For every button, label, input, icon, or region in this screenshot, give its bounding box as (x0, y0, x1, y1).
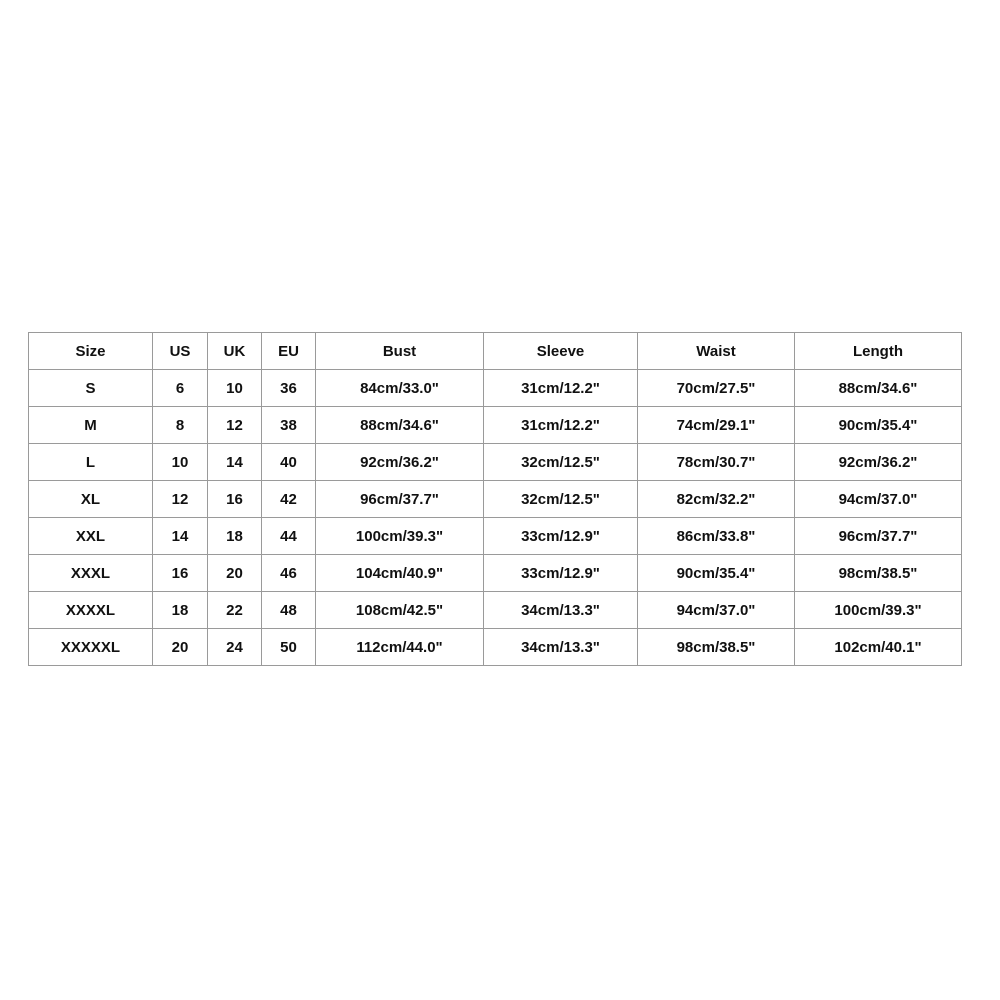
cell-length: 100cm/39.3" (795, 592, 962, 629)
header-size: Size (29, 333, 153, 370)
cell-bust: 84cm/33.0" (316, 370, 484, 407)
table-row (29, 481, 962, 518)
cell-uk: 10 (208, 370, 262, 407)
cell-bust: 100cm/39.3" (316, 518, 484, 555)
header-waist: Waist (638, 333, 795, 370)
cell-waist: 94cm/37.0" (638, 592, 795, 629)
cell-length: 88cm/34.6" (795, 370, 962, 407)
table-row (29, 407, 962, 444)
cell-us: 8 (153, 407, 208, 444)
cell-bust: 104cm/40.9" (316, 555, 484, 592)
cell-us: 14 (153, 518, 208, 555)
cell-length: 94cm/37.0" (795, 481, 962, 518)
cell-size: XXXL (29, 555, 153, 592)
cell-sleeve: 32cm/12.5" (484, 444, 638, 481)
table-body (29, 370, 962, 666)
cell-eu: 48 (262, 592, 316, 629)
cell-uk: 20 (208, 555, 262, 592)
cell-sleeve: 33cm/12.9" (484, 555, 638, 592)
header-eu: EU (262, 333, 316, 370)
size-chart-table (28, 332, 962, 666)
cell-waist: 90cm/35.4" (638, 555, 795, 592)
cell-size: S (29, 370, 153, 407)
table-row (29, 629, 962, 666)
header-us: US (153, 333, 208, 370)
cell-length: 90cm/35.4" (795, 407, 962, 444)
cell-sleeve: 33cm/12.9" (484, 518, 638, 555)
cell-sleeve: 34cm/13.3" (484, 629, 638, 666)
cell-waist: 70cm/27.5" (638, 370, 795, 407)
cell-us: 10 (153, 444, 208, 481)
table-row (29, 370, 962, 407)
cell-length: 96cm/37.7" (795, 518, 962, 555)
header-uk: UK (208, 333, 262, 370)
cell-sleeve: 31cm/12.2" (484, 407, 638, 444)
cell-sleeve: 34cm/13.3" (484, 592, 638, 629)
cell-eu: 46 (262, 555, 316, 592)
cell-size: M (29, 407, 153, 444)
cell-us: 16 (153, 555, 208, 592)
cell-uk: 18 (208, 518, 262, 555)
table-row (29, 444, 962, 481)
cell-eu: 36 (262, 370, 316, 407)
cell-eu: 44 (262, 518, 316, 555)
cell-eu: 42 (262, 481, 316, 518)
cell-eu: 38 (262, 407, 316, 444)
cell-length: 98cm/38.5" (795, 555, 962, 592)
cell-size: XXXXXL (29, 629, 153, 666)
cell-uk: 16 (208, 481, 262, 518)
cell-bust: 96cm/37.7" (316, 481, 484, 518)
header-bust: Bust (316, 333, 484, 370)
cell-us: 6 (153, 370, 208, 407)
cell-uk: 22 (208, 592, 262, 629)
cell-size: L (29, 444, 153, 481)
cell-uk: 12 (208, 407, 262, 444)
cell-sleeve: 32cm/12.5" (484, 481, 638, 518)
cell-size: XXXXL (29, 592, 153, 629)
cell-uk: 24 (208, 629, 262, 666)
cell-us: 18 (153, 592, 208, 629)
table-row (29, 555, 962, 592)
cell-waist: 98cm/38.5" (638, 629, 795, 666)
cell-length: 92cm/36.2" (795, 444, 962, 481)
cell-eu: 50 (262, 629, 316, 666)
cell-waist: 82cm/32.2" (638, 481, 795, 518)
cell-us: 12 (153, 481, 208, 518)
cell-length: 102cm/40.1" (795, 629, 962, 666)
cell-us: 20 (153, 629, 208, 666)
table-row (29, 592, 962, 629)
cell-bust: 88cm/34.6" (316, 407, 484, 444)
cell-waist: 78cm/30.7" (638, 444, 795, 481)
cell-waist: 74cm/29.1" (638, 407, 795, 444)
table-header-row (29, 333, 962, 370)
cell-eu: 40 (262, 444, 316, 481)
cell-size: XXL (29, 518, 153, 555)
table-row (29, 518, 962, 555)
header-length: Length (795, 333, 962, 370)
cell-uk: 14 (208, 444, 262, 481)
cell-bust: 112cm/44.0" (316, 629, 484, 666)
cell-waist: 86cm/33.8" (638, 518, 795, 555)
cell-bust: 92cm/36.2" (316, 444, 484, 481)
cell-bust: 108cm/42.5" (316, 592, 484, 629)
header-sleeve: Sleeve (484, 333, 638, 370)
cell-size: XL (29, 481, 153, 518)
cell-sleeve: 31cm/12.2" (484, 370, 638, 407)
